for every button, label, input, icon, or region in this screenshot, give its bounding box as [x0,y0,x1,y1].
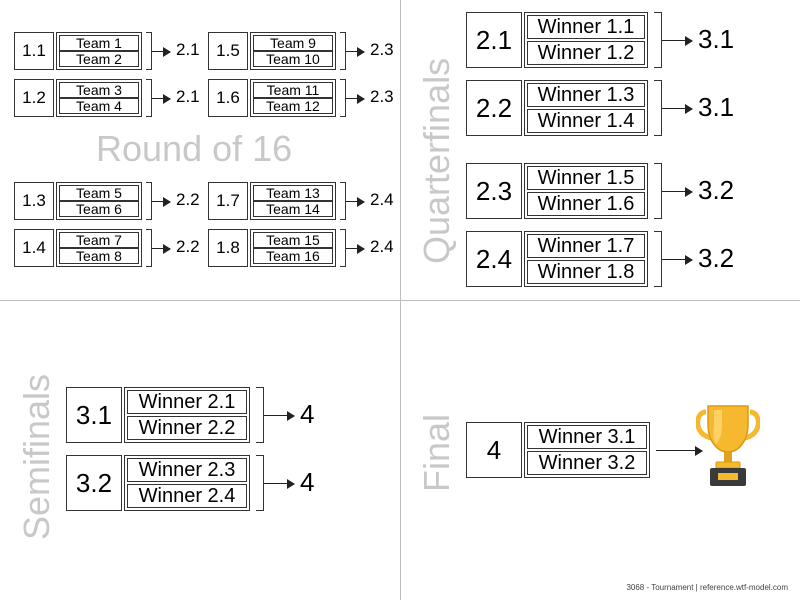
advance-arrow [264,415,294,416]
team-slots [250,79,336,117]
trophy-icon [696,402,760,490]
next-match-id: 2.2 [176,190,200,210]
team-slot-bottom: Team 14 [253,201,333,217]
team-slot-top: Winner 1.3 [527,83,645,107]
advance-arrow [662,108,692,109]
advance-arrow [346,51,364,52]
team-slots [124,387,250,443]
team-slot-bottom: Team 4 [59,98,139,114]
match-id: 1.7 [208,182,248,220]
team-slots [56,79,142,117]
round16-title: Round of 16 [96,128,293,169]
bracket-connector [256,387,264,443]
next-match-id: 2.4 [370,237,394,257]
match-id: 1.2 [14,79,54,117]
match-id: 1.3 [14,182,54,220]
bracket-connector [654,12,662,68]
next-match-id: 3.1 [698,91,735,122]
team-slots [56,182,142,220]
next-match-id: 3.2 [698,242,735,273]
team-slot-top: Team 3 [59,82,139,98]
advance-arrow [346,98,364,99]
team-slot-bottom: Winner 2.2 [127,416,247,440]
match-id: 3.1 [66,387,122,443]
team-slot-bottom: Team 2 [59,51,139,67]
advance-arrow [152,248,170,249]
semifinals-title: Semifinals [16,373,57,540]
bracket-connector [654,80,662,136]
team-slot-bottom: Team 6 [59,201,139,217]
team-slots [56,229,142,267]
advance-arrow [346,201,364,202]
team-slots [524,231,648,287]
team-slot-top: Winner 3.1 [527,425,647,449]
final-title: Final [416,413,457,492]
next-match-id: 2.2 [176,237,200,257]
footer-caption: 3068 - Tournament | reference.wtf-model.com [626,583,788,592]
next-match-id: 2.4 [370,190,394,210]
next-match-id: 2.1 [176,40,200,60]
team-slot-bottom: Winner 3.2 [527,451,647,475]
advance-arrow [662,259,692,260]
next-match-id: 4 [300,466,315,497]
team-slot-top: Team 13 [253,185,333,201]
match-id: 3.2 [66,455,122,511]
team-slot-bottom: Team 12 [253,98,333,114]
team-slot-bottom: Winner 2.4 [127,484,247,508]
team-slot-bottom: Winner 1.8 [527,260,645,284]
next-match-id: 3.2 [698,174,735,205]
team-slot-top: Team 9 [253,35,333,51]
team-slot-top: Winner 1.1 [527,15,645,39]
match-id: 2.1 [466,12,522,68]
team-slot-top: Winner 2.3 [127,458,247,482]
team-slot-bottom: Winner 1.2 [527,41,645,65]
team-slot-bottom: Winner 1.4 [527,109,645,133]
team-slots [250,32,336,70]
team-slot-bottom: Team 10 [253,51,333,67]
team-slots [524,12,648,68]
next-match-id: 2.1 [176,87,200,107]
team-slots [524,80,648,136]
team-slots [524,163,648,219]
match-id: 2.4 [466,231,522,287]
team-slot-top: Winner 2.1 [127,390,247,414]
match-id: 1.6 [208,79,248,117]
team-slot-bottom: Team 8 [59,248,139,264]
team-slot-bottom: Winner 1.6 [527,192,645,216]
team-slot-top: Team 15 [253,232,333,248]
match-id: 4 [466,422,522,478]
advance-arrow [152,51,170,52]
advance-arrow [662,40,692,41]
advance-arrow [152,201,170,202]
team-slots [56,32,142,70]
team-slot-top: Winner 1.7 [527,234,645,258]
bracket-connector [654,231,662,287]
match-id: 2.3 [466,163,522,219]
team-slots [124,455,250,511]
quarterfinals-title: Quarterfinals [416,57,457,264]
next-match-id: 4 [300,398,315,429]
match-id: 2.2 [466,80,522,136]
team-slot-top: Team 1 [59,35,139,51]
next-match-id: 2.3 [370,87,394,107]
team-slots [524,422,650,478]
horizontal-divider [0,300,800,301]
team-slots [250,182,336,220]
match-id: 1.8 [208,229,248,267]
advance-arrow [264,483,294,484]
team-slot-top: Winner 1.5 [527,166,645,190]
bracket-connector [654,163,662,219]
team-slot-top: Team 11 [253,82,333,98]
match-id: 1.4 [14,229,54,267]
next-match-id: 3.1 [698,23,735,54]
team-slot-top: Team 5 [59,185,139,201]
team-slot-bottom: Team 16 [253,248,333,264]
advance-arrow [152,98,170,99]
advance-arrow [346,248,364,249]
match-id: 1.5 [208,32,248,70]
match-id: 1.1 [14,32,54,70]
bracket-connector [256,455,264,511]
advance-arrow [662,191,692,192]
team-slot-top: Team 7 [59,232,139,248]
team-slots [250,229,336,267]
next-match-id: 2.3 [370,40,394,60]
